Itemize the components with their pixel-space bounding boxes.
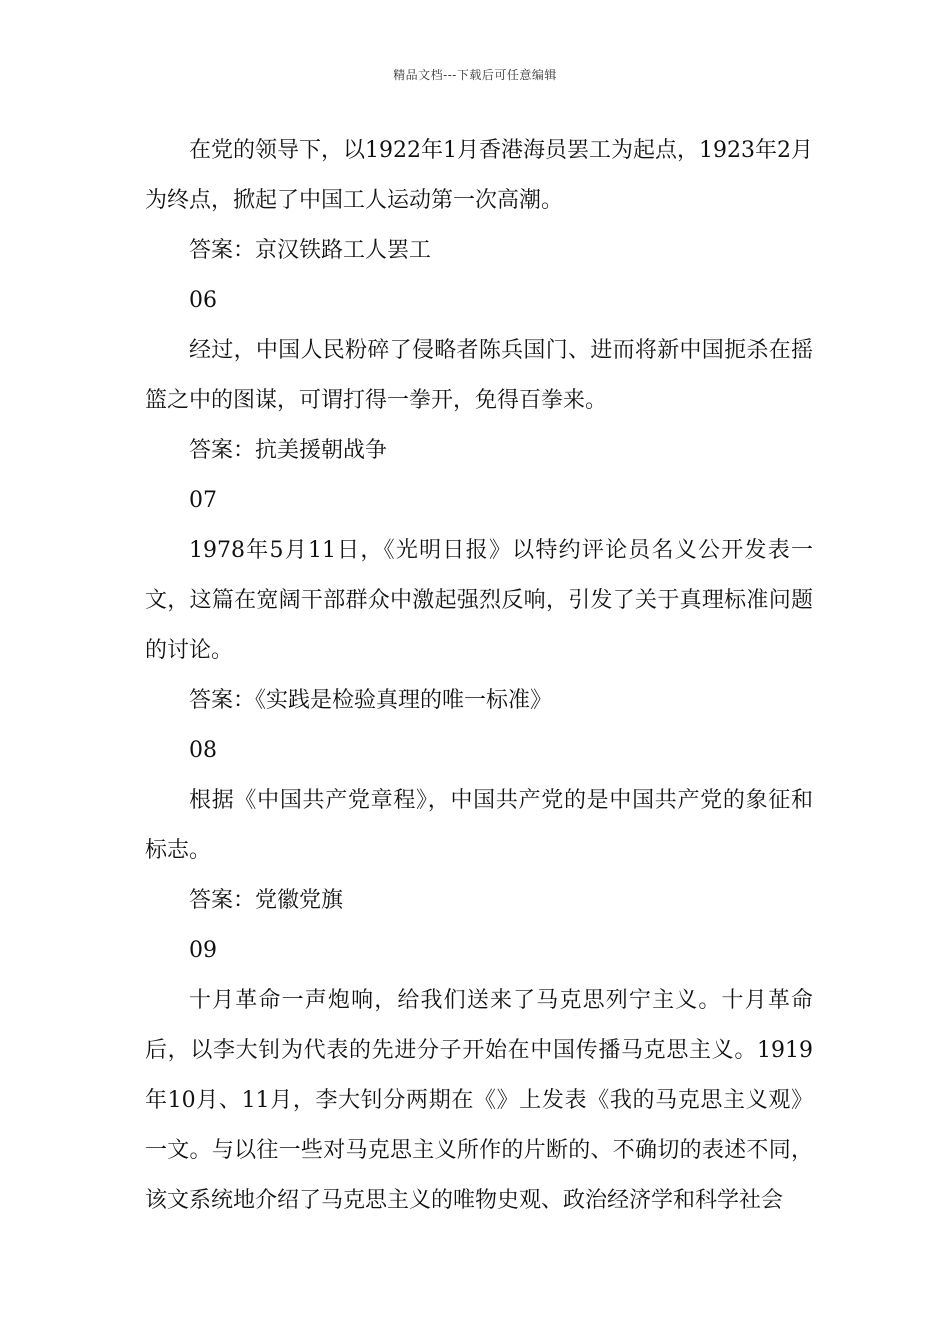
answer-paragraph-06: 答案：抗美援朝战争 — [189, 438, 388, 463]
document-body — [145, 126, 813, 1226]
question-number-08: 08 — [189, 738, 217, 763]
question-paragraph-06: 经过，中国人民粉碎了侵略者陈兵国门、进而将新中国扼杀在摇篮之中的图谋，可谓打得一拳开，免得百拳来。 — [145, 338, 813, 413]
question-number-07: 07 — [189, 488, 217, 513]
answer-paragraph-07: 答案：《实践是检验真理的唯一标准》 — [189, 688, 553, 713]
question-number-09: 09 — [189, 938, 217, 963]
page-header: 精品文档---下载后可任意编辑 — [393, 68, 557, 82]
answer-paragraph-08: 答案：党徽党旗 — [189, 888, 344, 913]
answer-paragraph-05: 答案：京汉铁路工人罢工 — [189, 238, 432, 263]
question-paragraph-08: 根据《中国共产党章程》，中国共产党的是中国共产党的象征和标志。 — [145, 788, 813, 863]
question-number-06: 06 — [189, 288, 217, 313]
question-paragraph-05: 在党的领导下，以1922年1月香港海员罢工为起点，1923年2月为终点，掀起了中国工人运动第一次高潮。 — [145, 138, 813, 213]
question-paragraph-09: 十月革命一声炮响，给我们送来了马克思列宁主义。十月革命后，以李大钊为代表的先进分子开始在中国传播马克思主义。1919年10月、11月，李大钊分两期在《》上发表《我的马克思主义观》一文。与以往一些对马克思主义所作的片断的、不确切的表述不同，该文系统地介绍了马克思主义的唯物史观、政治经济学和科学社会 — [145, 988, 813, 1213]
question-paragraph-07: 1978年5月11日，《光明日报》以特约评论员名义公开发表一文，这篇在宽阔干部群众中激起强烈反响，引发了关于真理标准问题的讨论。 — [145, 538, 813, 663]
